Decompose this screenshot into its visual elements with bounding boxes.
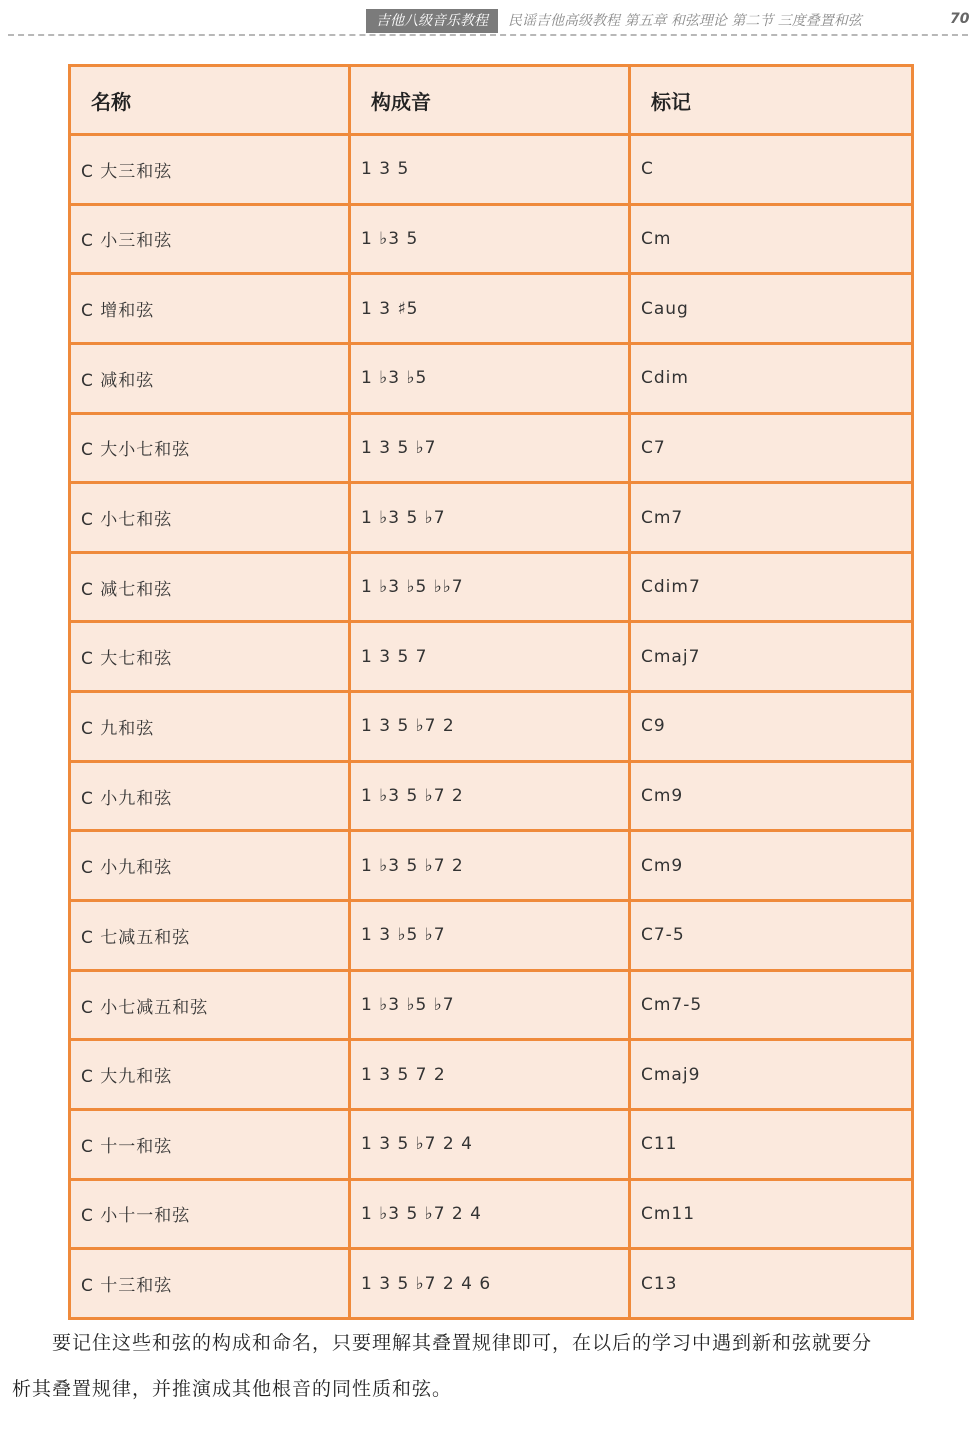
table-header-row (70, 66, 913, 135)
table-row (70, 135, 913, 205)
chord-notes-cell: 1 3 5 ♭7 2 (350, 692, 630, 762)
table-row (70, 831, 913, 901)
chord-notes-cell: 1 3 5 (350, 135, 630, 205)
chord-name-cell: C 增和弦 (70, 274, 350, 344)
chord-notes-cell: 1 ♭3 ♭5 ♭♭7 (350, 552, 630, 622)
chord-symbol-cell: Cm11 (630, 1179, 913, 1249)
chord-symbol-cell: Cmaj7 (630, 622, 913, 692)
chord-name-cell: C 小九和弦 (70, 761, 350, 831)
chord-symbol-cell: C7-5 (630, 901, 913, 971)
chord-notes-cell: 1 ♭3 5 ♭7 2 4 (350, 1179, 630, 1249)
chord-name-cell: C 十三和弦 (70, 1249, 350, 1319)
table-row (70, 1179, 913, 1249)
chord-symbol-cell: Cm7-5 (630, 970, 913, 1040)
chord-name-cell: C 大九和弦 (70, 1040, 350, 1110)
column-header-symbol: 标记 (630, 66, 913, 135)
header-divider (8, 34, 968, 36)
chord-name-cell: C 小十一和弦 (70, 1179, 350, 1249)
chord-symbol-cell: C11 (630, 1109, 913, 1179)
chord-name-cell: C 七减五和弦 (70, 901, 350, 971)
table-row (70, 274, 913, 344)
chord-name-cell: C 九和弦 (70, 692, 350, 762)
chapter-title: 民谣吉他高级教程 第五章 和弦理论 第二节 三度叠置和弦 (508, 13, 862, 29)
chord-notes-cell: 1 ♭3 ♭5 ♭7 (350, 970, 630, 1040)
table-row (70, 970, 913, 1040)
table-row (70, 761, 913, 831)
chord-name-cell: C 小三和弦 (70, 204, 350, 274)
chord-notes-cell: 1 3 5 7 (350, 622, 630, 692)
chord-symbol-cell: C7 (630, 413, 913, 483)
chord-name-cell: C 小七减五和弦 (70, 970, 350, 1040)
chord-notes-cell: 1 ♭3 5 ♭7 2 (350, 761, 630, 831)
body-paragraph-line-1: 要记住这些和弦的构成和命名，只要理解其叠置规律即可，在以后的学习中遇到新和弦就要分 (12, 1332, 873, 1354)
chord-notes-cell: 1 3 5 ♭7 2 4 (350, 1109, 630, 1179)
chord-symbol-cell: Cmaj9 (630, 1040, 913, 1110)
chord-name-cell: C 大小七和弦 (70, 413, 350, 483)
table-row (70, 552, 913, 622)
chord-notes-cell: 1 3 5 ♭7 2 4 6 (350, 1249, 630, 1319)
column-header-name: 名称 (70, 66, 350, 135)
chord-notes-cell: 1 3 5 ♭7 (350, 413, 630, 483)
chord-notes-cell: 1 3 5 7 2 (350, 1040, 630, 1110)
body-paragraph-line-2: 析其叠置规律，并推演成其他根音的同性质和弦。 (12, 1378, 453, 1400)
book-series-badge: 吉他八级音乐教程 (366, 9, 498, 33)
table-row (70, 1040, 913, 1110)
page-number: 70 (950, 11, 970, 27)
table-row (70, 483, 913, 553)
table-row (70, 901, 913, 971)
chord-symbol-cell: Cm9 (630, 761, 913, 831)
chord-symbol-cell: Cdim (630, 343, 913, 413)
table-row (70, 1109, 913, 1179)
chord-name-cell: C 减和弦 (70, 343, 350, 413)
table-row (70, 343, 913, 413)
column-header-notes: 构成音 (350, 66, 630, 135)
chord-symbol-cell: Cm9 (630, 831, 913, 901)
chord-notes-cell: 1 ♭3 ♭5 (350, 343, 630, 413)
table-row (70, 413, 913, 483)
chord-notes-cell: 1 ♭3 5 ♭7 (350, 483, 630, 553)
chord-name-cell: C 十一和弦 (70, 1109, 350, 1179)
chord-symbol-cell: Cm7 (630, 483, 913, 553)
chord-notes-cell: 1 ♭3 5 (350, 204, 630, 274)
chord-name-cell: C 大三和弦 (70, 135, 350, 205)
chord-symbol-cell: Caug (630, 274, 913, 344)
table-row (70, 1249, 913, 1319)
chord-symbol-cell: Cm (630, 204, 913, 274)
chord-name-cell: C 大七和弦 (70, 622, 350, 692)
table-row (70, 692, 913, 762)
chord-name-cell: C 小七和弦 (70, 483, 350, 553)
table-row (70, 622, 913, 692)
chord-symbol-cell: C13 (630, 1249, 913, 1319)
chord-table (68, 64, 914, 1320)
chord-notes-cell: 1 ♭3 5 ♭7 2 (350, 831, 630, 901)
table-row (70, 204, 913, 274)
chord-notes-cell: 1 3 ♯5 (350, 274, 630, 344)
chord-symbol-cell: Cdim7 (630, 552, 913, 622)
chord-notes-cell: 1 3 ♭5 ♭7 (350, 901, 630, 971)
chord-name-cell: C 减七和弦 (70, 552, 350, 622)
chord-symbol-cell: C9 (630, 692, 913, 762)
chord-name-cell: C 小九和弦 (70, 831, 350, 901)
page-header (0, 8, 976, 32)
chord-symbol-cell: C (630, 135, 913, 205)
